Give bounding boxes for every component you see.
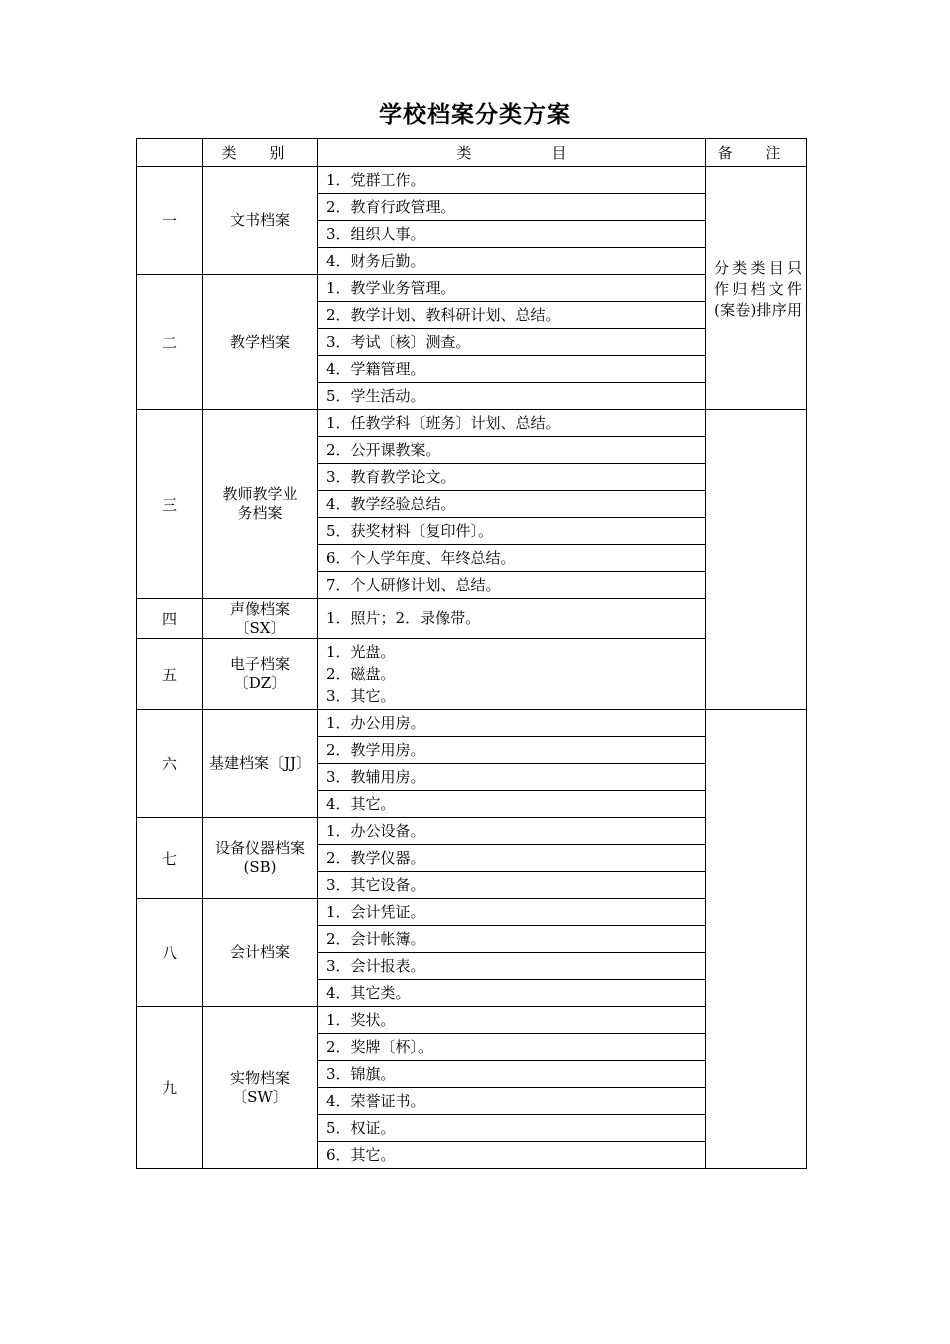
item-cell: 2．教学用房。 [318,737,706,764]
note-cell: 分类类目只作归档文件(案卷)排序用 [706,167,807,410]
item-cell: 5．权证。 [318,1115,706,1142]
item-cell: 3．考试〔核〕测查。 [318,329,706,356]
item-cell: 5．获奖材料〔复印件〕。 [318,518,706,545]
item-cell: 3．组织人事。 [318,221,706,248]
item-cell-multi [318,639,706,710]
group-number: 一 [137,167,203,275]
item-cell: 4．学籍管理。 [318,356,706,383]
document-title: 学校档案分类方案 [379,102,571,128]
item-line: 3．其它。 [326,687,396,705]
group-category: 教学档案 [203,275,318,410]
item-cell: 1．会计凭证。 [318,899,706,926]
item-cell: 3．教育教学论文。 [318,464,706,491]
group-number: 五 [137,639,203,710]
item-cell: 1．办公设备。 [318,818,706,845]
group-number: 九 [137,1007,203,1169]
item-cell: 5．学生活动。 [318,383,706,410]
group-number: 七 [137,818,203,899]
group-number: 三 [137,410,203,599]
group-category: 文书档案 [203,167,318,275]
item-cell: 2．奖牌〔杯〕。 [318,1034,706,1061]
header-category: 类 别 [203,139,318,167]
group-number: 八 [137,899,203,1007]
item-cell: 4．教学经验总结。 [318,491,706,518]
header-items [318,139,706,167]
group-number: 二 [137,275,203,410]
item-cell: 4．其它类。 [318,980,706,1007]
item-cell: 4．财务后勤。 [318,248,706,275]
item-cell: 1．教学业务管理。 [318,275,706,302]
item-cell: 1．办公用房。 [318,710,706,737]
item-cell: 1．党群工作。 [318,167,706,194]
item-cell: 2．公开课教案。 [318,437,706,464]
item-cell: 2．教学计划、教科研计划、总结。 [318,302,706,329]
item-cell: 2．会计帐簿。 [318,926,706,953]
item-cell: 1．任教学科〔班务〕计划、总结。 [318,410,706,437]
note-cell-empty [706,710,807,1169]
item-cell: 4．其它。 [318,791,706,818]
item-cell: 2．教育行政管理。 [318,194,706,221]
group-category: 基建档案〔JJ〕 [203,710,318,818]
header-empty-cell [137,139,203,167]
item-cell: 1．照片；2．录像带。 [318,599,706,639]
item-line: 2．磁盘。 [326,665,396,683]
item-cell: 3．会计报表。 [318,953,706,980]
item-cell: 3．教辅用房。 [318,764,706,791]
group-category: 会计档案 [203,899,318,1007]
item-cell: 2．教学仪器。 [318,845,706,872]
item-cell: 1．奖状。 [318,1007,706,1034]
group-category: 电子档案〔DZ〕 [203,639,318,710]
item-cell: 7．个人研修计划、总结。 [318,572,706,599]
classification-table [136,138,807,1169]
header-row [137,139,807,167]
note-cell-empty [706,410,807,710]
item-line: 1．光盘。 [326,643,396,661]
header-items-right: 目 [551,144,567,162]
group-category: 实物档案〔SW〕 [203,1007,318,1169]
item-cell: 4．荣誉证书。 [318,1088,706,1115]
table-row [137,710,807,737]
header-note: 备 注 [706,139,807,167]
item-cell: 6．其它。 [318,1142,706,1169]
group-category: 设备仪器档案(SB) [203,818,318,899]
group-category: 声像档案〔SX〕 [203,599,318,639]
header-items-left: 类 [456,144,472,162]
item-cell: 3．其它设备。 [318,872,706,899]
group-category: 教师教学业务档案 [203,410,318,599]
table-row [137,167,807,194]
group-number: 六 [137,710,203,818]
table-row [137,410,807,437]
item-cell: 3．锦旗。 [318,1061,706,1088]
item-cell: 6．个人学年度、年终总结。 [318,545,706,572]
group-number: 四 [137,599,203,639]
